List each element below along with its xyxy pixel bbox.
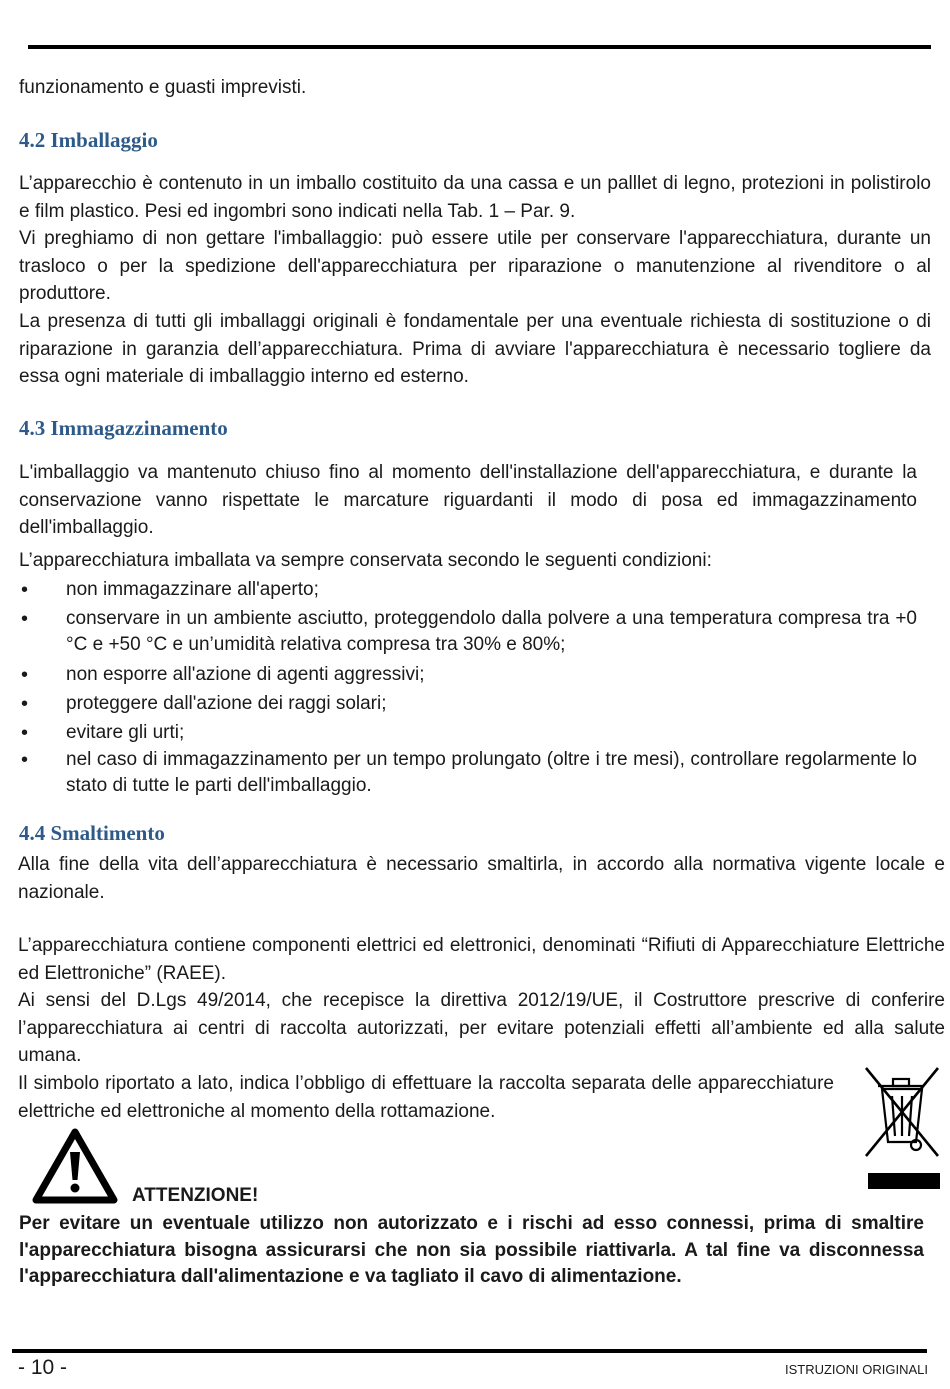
- intro-text: funzionamento e guasti imprevisti.: [19, 77, 307, 98]
- warning-text: Per evitare un eventuale utilizzo non autorizzato e i rischi ad esso connessi, prima di smaltire l'apparecchiatura bisogna assicurarsi che non sia possibile riattivarla. A tal fine va disconnessa l'apparecchiatura dall'alimentazione e va tagliato il cavo di alimentazione.: [19, 1213, 924, 1287]
- imballaggio-p2: Vi preghiamo di non gettare l'imballaggio: può essere utile per conservare l'apparecchiatura, durante un trasloco o per la spedizione dell'apparecchiatura per riparazione o manutenzione al rivenditore o al produttore.: [19, 228, 931, 304]
- list-item: • non immagazzinare all'aperto;: [19, 577, 917, 603]
- immagazzinamento-p2: L’apparecchiatura imballata va sempre conservata secondo le seguenti condizioni:: [19, 550, 712, 571]
- storage-conditions-list: [19, 577, 917, 799]
- page-number: - 10 -: [18, 1356, 68, 1379]
- smaltimento-p4: Il simbolo riportato a lato, indica l’obbligo di effettuare la raccolta separata delle apparecchiature elettriche ed elettroniche al momento della rottamazione.: [18, 1073, 834, 1122]
- weee-crossed-bin-icon: [860, 1062, 942, 1192]
- smaltimento-p2: L’apparecchiatura contiene componenti elettrici ed elettronici, denominati “Rifiuti di Apparecchiature Elettriche ed Elettroniche” (RAEE).: [18, 935, 945, 984]
- imballaggio-p1: L’apparecchio è contenuto in un imballo costituito da una cassa e un palllet di legno, protezioni in polistirolo e film plastico. Pesi ed ingombri sono indicati nella Tab. 1 – Par. 9.: [19, 173, 931, 222]
- immagazzinamento-p1: L'imballaggio va mantenuto chiuso fino al momento dell'installazione dell'apparecchiatura, e durante la conservazione vanno rispettate le marcature riguardanti il modo di posa ed immagazzinamento dell'imballaggio.: [19, 462, 917, 538]
- list-item: • evitare gli urti;: [19, 720, 917, 746]
- list-item: • nel caso di immagazzinamento per un tempo prolungato (oltre i tre mesi), controllare regolarmente lo stato di tutte le parti dell'imballaggio.: [19, 747, 917, 799]
- list-item: • proteggere dall'azione dei raggi solari;: [19, 691, 917, 717]
- warning-triangle-icon: [32, 1128, 118, 1204]
- list-item: • conservare in un ambiente asciutto, proteggendolo dalla polvere a una temperatura compresa tra +0 °C e +50 °C e un’umidità relativa compresa tra 30% e 80%;: [19, 606, 917, 658]
- heading-smaltimento: 4.4 Smaltimento: [19, 821, 165, 845]
- footer-rule: [12, 1349, 927, 1353]
- smaltimento-p1: Alla fine della vita dell’apparecchiatura è necessario smaltirla, in accordo alla normativa vigente locale e nazionale.: [18, 854, 945, 903]
- warning-title: ATTENZIONE!: [132, 1185, 259, 1206]
- list-item: • non esporre all'azione di agenti aggressivi;: [19, 662, 917, 688]
- heading-immagazzinamento: 4.3 Immagazzinamento: [19, 416, 228, 440]
- smaltimento-p3: Ai sensi del D.Lgs 49/2014, che recepisce la direttiva 2012/19/UE, il Costruttore prescrive di conferire l’apparecchiatura ai centri di raccolta autorizzati, per evitare potenziali effetti all’ambiente ed alla salute umana.: [18, 990, 945, 1066]
- document-title: ISTRUZIONI ORIGINALI: [784, 1362, 928, 1377]
- heading-imballaggio: 4.2 Imballaggio: [19, 128, 158, 152]
- imballaggio-p3: La presenza di tutti gli imballaggi originali è fondamentale per una eventuale richiesta di sostituzione o di riparazione in garanzia dell’apparecchiatura. Prima di avviare l'apparecchiatura è necessario togliere da essa ogni materiale di imballaggio interno ed esterno.: [19, 311, 931, 387]
- header-rule: [28, 45, 931, 49]
